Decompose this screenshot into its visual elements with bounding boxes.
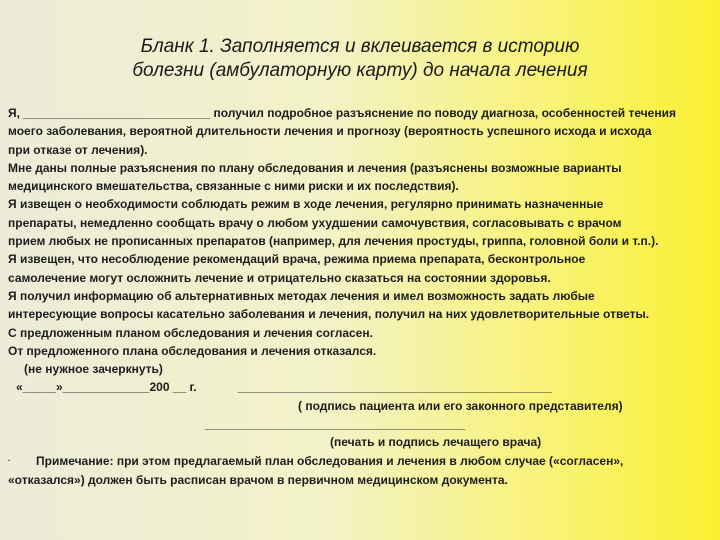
text-line: Я, ____________________________ получил подробное разъяснение по поводу диагноза, особенностей течения	[8, 106, 676, 120]
text-line: Я извещен о необходимости соблюдать режим в ходе лечения, регулярно принимать назначенные	[8, 197, 604, 212]
patient-signature-caption: ( подпись пациента или его законного представителя)	[298, 398, 623, 413]
date-field: «_____»_____________200 __ г.	[16, 380, 197, 395]
text-line: препараты, немедленно сообщать врачу о любом ухудшении самочувствия, согласовывать с врачом	[8, 215, 622, 230]
text-line: при отказе от лечения).	[8, 142, 148, 157]
title-line-2: болезни (амбулаторную карту) до начала лечения	[132, 60, 588, 81]
note-line-2: «отказался») должен быть расписан врачом в первичном медицинском документа.	[8, 472, 508, 487]
doctor-signature-caption: (печать и подпись лечащего врача)	[330, 435, 542, 450]
text-line: Мне даны полные разъяснения по плану обследования и лечения (разъяснены возможные варианты	[8, 160, 622, 175]
text-line: От предложенного плана обследования и лечения отказался.	[8, 343, 377, 358]
date-signature-row	[8, 378, 716, 396]
note-text: Примечание: при этом предлагаемый план обследования и лечения в любом случае («согласен»,	[36, 453, 624, 468]
text-line: интересующие вопросы касательно заболевания и лечения, получил на них удовлетворительные ответы.	[8, 307, 650, 322]
text-line: самолечение могут осложнить лечение и отрицательно сказаться на состоянии здоровья.	[8, 270, 551, 285]
text-line: Я извещен, что несоблюдение рекомендаций врача, режима приема препарата, бесконтрольное	[8, 252, 586, 267]
strike-instruction: (не нужное зачеркнуть)	[24, 362, 163, 377]
bullet-icon: ·	[8, 456, 11, 466]
text-line: медицинского вмешательства, связанные с ними риски и их последствия).	[8, 179, 459, 194]
consent-form-text	[8, 104, 716, 489]
text-line: моего заболевания, вероятной длительности лечения и прогнозу (вероятность успешного исхода и исхода	[8, 124, 652, 139]
title-line-1: Бланк 1. Заполняется и вклеивается в историю	[140, 36, 580, 57]
doctor-signature-line: _______________________________________	[205, 417, 466, 432]
page-title	[60, 35, 660, 83]
text-line: С предложенным планом обследования и лечения согласен.	[8, 325, 373, 340]
patient-signature-line: _______________________________________________	[238, 380, 552, 395]
text-line: прием любых не прописанных препаратов (например, для лечения простуды, гриппа, головной боли и т.п.).	[8, 234, 659, 249]
text-line: Я получил информацию об альтернативных методах лечения и имел возможность задать любые	[8, 288, 595, 303]
note-line-1	[8, 452, 716, 471]
